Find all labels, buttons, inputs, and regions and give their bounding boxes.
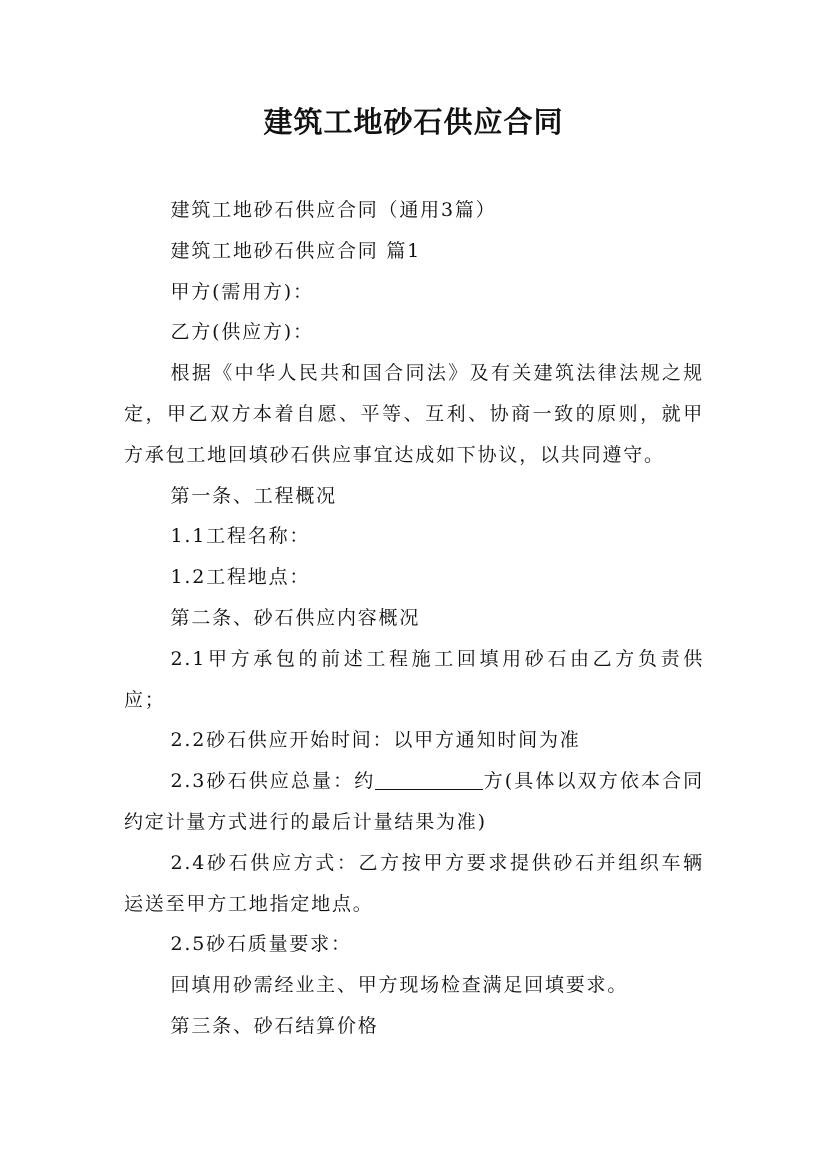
preamble-paragraph: 根据《中华人民共和国合同法》及有关建筑法律法规之规定，甲乙双方本着自愿、平等、互利、协商一致的原则，就甲方承包工地回填砂石供应事宜达成如下协议，以共同遵守。 [124, 362, 704, 466]
quality-requirement: 回填用砂需经业主、甲方现场检查满足回填要求。 [170, 974, 629, 997]
clause-2-4: 2.4砂石供应方式：乙方按甲方要求提供砂石并组织车辆运送至甲方工地指定地点。 [124, 851, 704, 915]
clause-2-3-before: 2.3砂石供应总量：约 [170, 770, 376, 793]
document-title: 建筑工地砂石供应合同 [263, 105, 564, 139]
clause-2-3 [124, 761, 704, 843]
article-1-heading: 第一条、工程概况 [170, 484, 337, 507]
clause-1-1: 1.1工程名称： [170, 525, 311, 548]
subtitle-paragraph: 建筑工地砂石供应合同（通用3篇） [170, 199, 497, 221]
clause-2-2: 2.2砂石供应开始时间：以甲方通知时间为准 [170, 729, 581, 752]
clause-2-5: 2.5砂石质量要求： [170, 933, 352, 956]
quantity-blank [375, 770, 483, 790]
section-heading: 建筑工地砂石供应合同 篇1 [170, 239, 422, 262]
clause-1-2: 1.2工程地点： [170, 566, 311, 589]
party-b-line: 乙方(供应方)： [170, 321, 314, 344]
document-body [124, 190, 704, 1047]
clause-2-1: 2.1甲方承包的前述工程施工回填用砂石由乙方负责供应； [124, 647, 704, 711]
clause-2-3-after: 方(具体以双方依本合同约定计量方式进行的最后计量结果为准) [124, 770, 704, 833]
party-a-line: 甲方(需用方)： [170, 280, 314, 303]
article-3-heading: 第三条、砂石结算价格 [170, 1014, 379, 1037]
article-2-heading: 第二条、砂石供应内容概况 [170, 606, 421, 629]
